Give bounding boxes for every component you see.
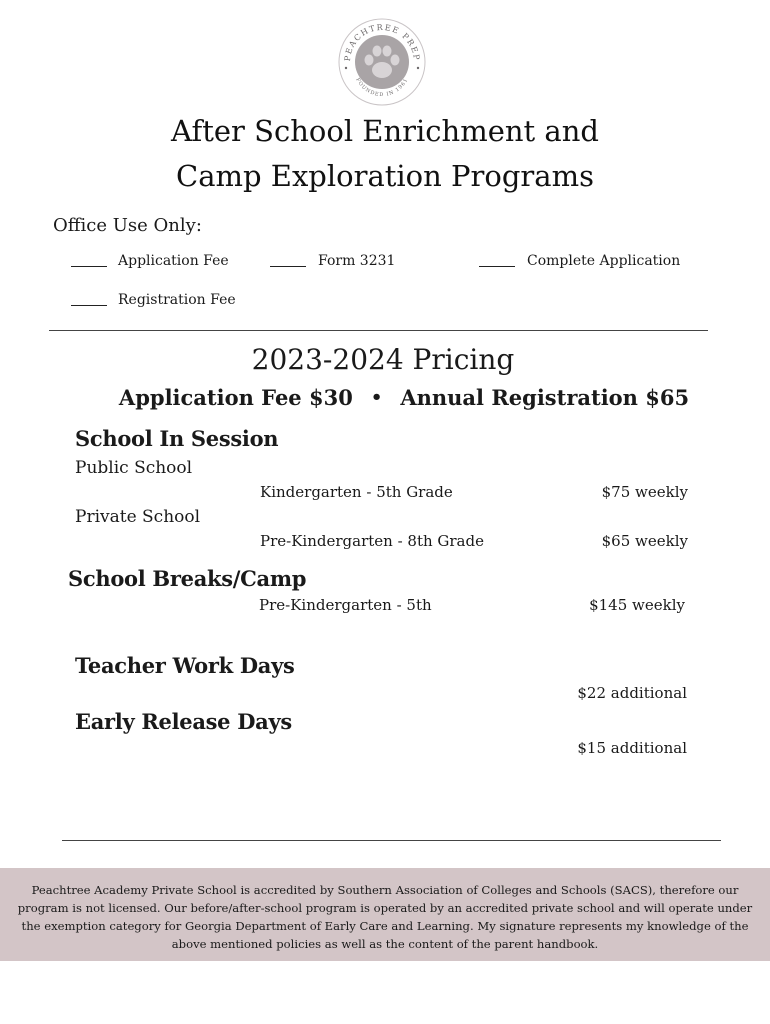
registration-fee-label: Registration Fee bbox=[118, 292, 236, 308]
school-breaks-camp-heading: School Breaks/Camp bbox=[68, 566, 307, 591]
school-in-session-heading: School In Session bbox=[75, 426, 279, 451]
divider-top bbox=[49, 330, 708, 331]
divider-bottom bbox=[62, 840, 721, 841]
bullet-separator: • bbox=[370, 387, 383, 408]
accreditation-footer bbox=[0, 868, 770, 961]
private-school-grades: Pre-Kindergarten - 8th Grade bbox=[260, 532, 484, 550]
teacher-work-days-heading: Teacher Work Days bbox=[75, 653, 295, 678]
application-fee-text: Application Fee $30 bbox=[118, 385, 353, 410]
accreditation-text: Peachtree Academy Private School is accredited by Southern Association of Colleges and Schools (SACS), therefore our program is not licensed. Our before/after-school program is operated by an accredited private school and will operate under the exemption category for Georgia Department of Early Care and Learning. My signature represents my knowledge of the above mentioned policies as well as the content of the parent handbook. bbox=[17, 883, 753, 951]
logo-arc-text: PEACHTREE PREP bbox=[342, 22, 422, 62]
school-breaks-price: $145 weekly bbox=[589, 596, 685, 614]
school-breaks-grades: Pre-Kindergarten - 5th bbox=[259, 596, 432, 614]
early-release-days-price: $15 additional bbox=[577, 739, 687, 757]
logo-bottom-text: FOUNDED IN 1961 bbox=[354, 77, 410, 99]
application-fee-label: Application Fee bbox=[118, 253, 229, 269]
school-logo bbox=[336, 16, 428, 108]
form-3231-label: Form 3231 bbox=[318, 253, 396, 269]
public-school-price: $75 weekly bbox=[601, 483, 688, 501]
private-school-label: Private School bbox=[75, 507, 201, 527]
form-3231-checkbox[interactable] bbox=[270, 252, 306, 271]
complete-application-checkbox[interactable] bbox=[479, 252, 515, 271]
fees-line bbox=[0, 385, 770, 410]
early-release-days-heading: Early Release Days bbox=[75, 709, 292, 734]
teacher-work-days-price: $22 additional bbox=[577, 684, 687, 702]
private-school-price: $65 weekly bbox=[601, 532, 688, 550]
office-use-heading: Office Use Only: bbox=[53, 215, 202, 236]
public-school-label: Public School bbox=[75, 458, 193, 478]
complete-application-label: Complete Application bbox=[527, 253, 681, 269]
application-fee-checkbox[interactable] bbox=[71, 252, 107, 271]
public-school-grades: Kindergarten - 5th Grade bbox=[260, 483, 453, 501]
page-title-line-2: Camp Exploration Programs bbox=[176, 159, 594, 193]
registration-fee-checkbox[interactable] bbox=[71, 291, 107, 310]
pricing-heading: 2023-2024 Pricing bbox=[251, 343, 515, 376]
annual-registration-text: Annual Registration $65 bbox=[400, 385, 690, 410]
page-title-line-1: After School Enrichment and bbox=[171, 114, 599, 148]
